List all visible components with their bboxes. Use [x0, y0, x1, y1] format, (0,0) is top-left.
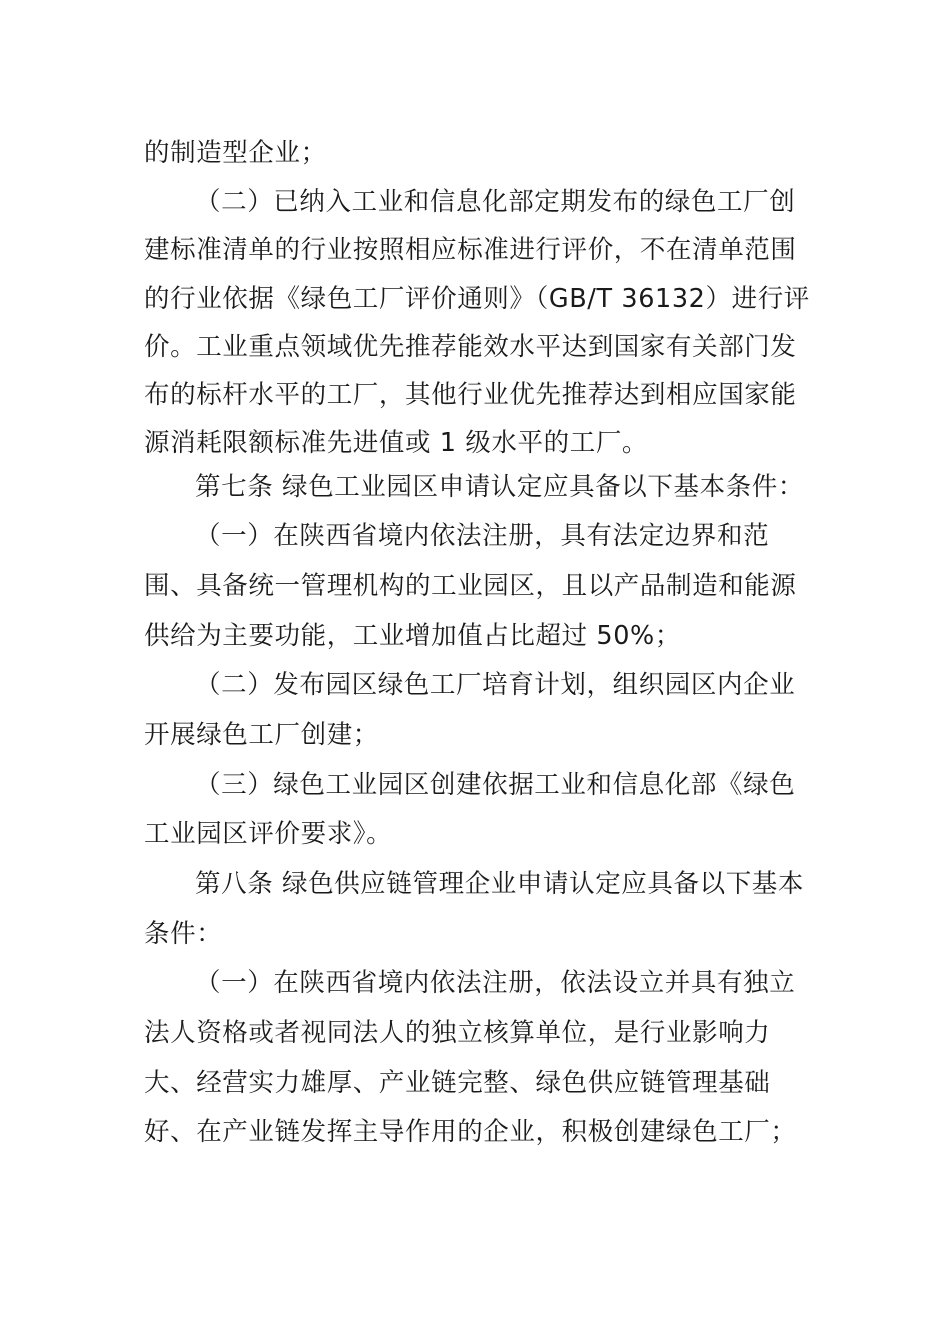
text-line: （三）绿色工业园区创建依据工业和信息化部《绿色	[195, 770, 796, 800]
text-line: 的制造型企业；	[144, 138, 327, 168]
article-heading: 第七条 绿色工业园区申请认定应具备以下基本条件：	[195, 472, 805, 502]
text-line: 好、在产业链发挥主导作用的企业，积极创建绿色工厂；	[144, 1117, 797, 1147]
text-line: 建标准清单的行业按照相应标准进行评价，不在清单范围	[144, 235, 797, 265]
text-line: （二）发布园区绿色工厂培育计划，组织园区内企业	[195, 670, 796, 700]
text-line: 大、经营实力雄厚、产业链完整、绿色供应链管理基础	[144, 1068, 771, 1098]
text-line: （一）在陕西省境内依法注册，具有法定边界和范	[195, 521, 770, 551]
text-line: 法人资格或者视同法人的独立核算单位，是行业影响力	[144, 1018, 771, 1048]
text-line: （二）已纳入工业和信息化部定期发布的绿色工厂创	[195, 187, 796, 217]
text-line: 价。工业重点领域优先推荐能效水平达到国家有关部门发	[144, 332, 797, 362]
text-line: 工业园区评价要求》。	[144, 819, 393, 849]
text-line: 的行业依据《绿色工厂评价通则》（GB/T 36132）进行评	[144, 284, 810, 314]
text-line: 源消耗限额标准先进值或 1 级水平的工厂。	[144, 428, 649, 458]
text-line: （一）在陕西省境内依法注册，依法设立并具有独立	[195, 968, 796, 998]
text-line: 条件：	[144, 919, 223, 949]
text-line: 开展绿色工厂创建；	[144, 720, 379, 750]
text-line: 围、具备统一管理机构的工业园区，且以产品制造和能源	[144, 571, 797, 601]
text-line: 布的标杆水平的工厂，其他行业优先推荐达到相应国家能	[144, 380, 797, 410]
text-line: 供给为主要功能，工业增加值占比超过 50%；	[144, 621, 681, 651]
article-heading: 第八条 绿色供应链管理企业申请认定应具备以下基本	[195, 869, 805, 899]
